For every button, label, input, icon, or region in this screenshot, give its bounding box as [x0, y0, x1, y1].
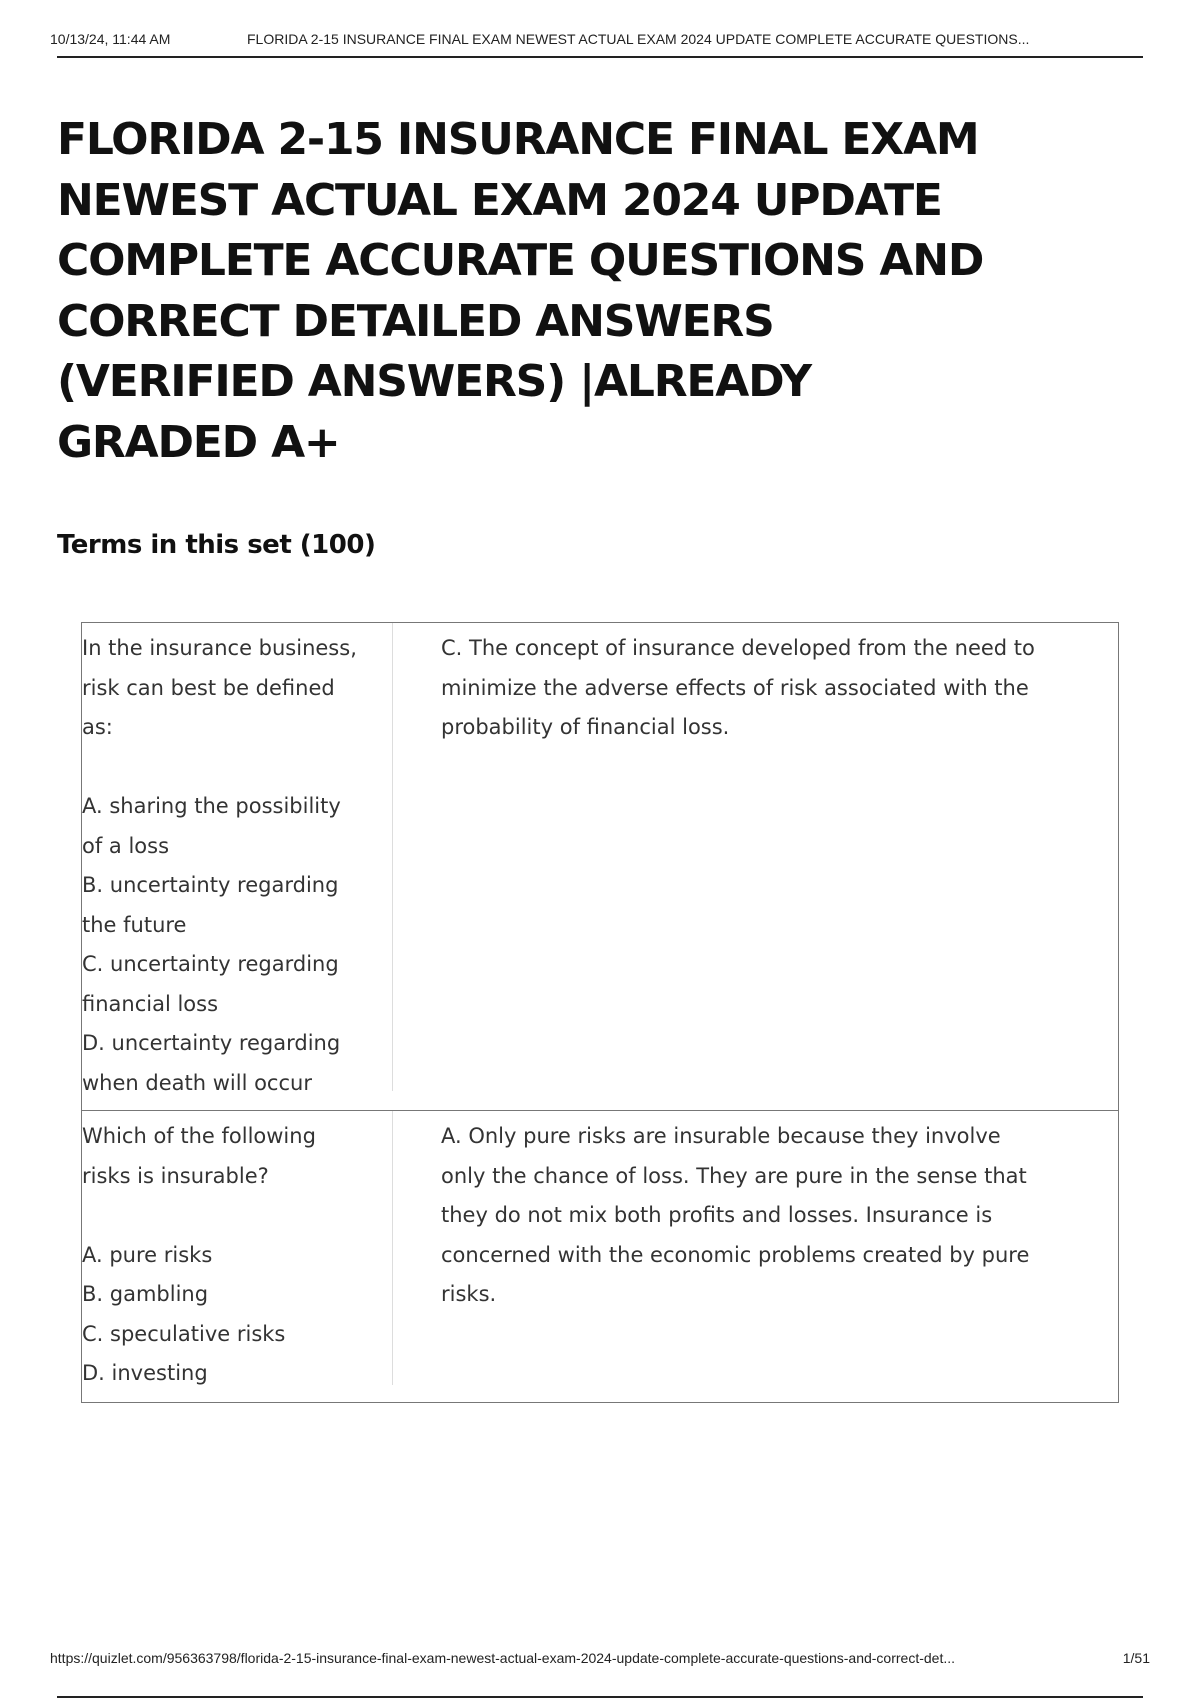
definition-text: A. Only pure risks are insurable because they involve only the chance of loss. They are pure in the sense that they do not mix both profits and losses. Insurance is concerned with the economic problems created by pure risks.: [441, 1124, 1030, 1306]
print-date: 10/13/24, 11:44 AM: [50, 31, 171, 47]
terms-heading: Terms in this set (100): [57, 530, 376, 560]
page-url: https://quizlet.com/956363798/florida-2-15-insurance-final-exam-newest-actual-exam-2024-update-complete-accurate-questions-and-correct-det...: [50, 1650, 956, 1666]
bottom-divider: [57, 1696, 1143, 1698]
term-text: In the insurance business, risk can best be defined as: A. sharing the possibility of a loss B. uncertainty regarding the future C. uncertainty regarding financial loss D. uncertainty regarding when death will occur: [82, 623, 393, 1091]
term-text: Which of the following risks is insurable? A. pure risks B. gambling C. speculative risks D. investing: [82, 1111, 393, 1385]
term-card: [82, 623, 1118, 1110]
print-header: [50, 28, 1143, 58]
terms-list: [81, 622, 1119, 1403]
term-card: [82, 1110, 1118, 1402]
page-title: FLORIDA 2-15 INSURANCE FINAL EXAM NEWEST ACTUAL EXAM 2024 UPDATE COMPLETE ACCURATE QUESTIONS AND CORRECT DETAILED ANSWERS (VERIFIED ANSWERS) |ALREADY GRADED A+: [57, 114, 984, 468]
definition-text: C. The concept of insurance developed from the need to minimize the adverse effects of risk associated with the probability of financial loss.: [441, 636, 1035, 739]
page-number: 1/51: [1122, 1650, 1150, 1666]
print-doc-title: FLORIDA 2-15 INSURANCE FINAL EXAM NEWEST ACTUAL EXAM 2024 UPDATE COMPLETE ACCURATE QUESTIONS...: [247, 31, 1030, 47]
